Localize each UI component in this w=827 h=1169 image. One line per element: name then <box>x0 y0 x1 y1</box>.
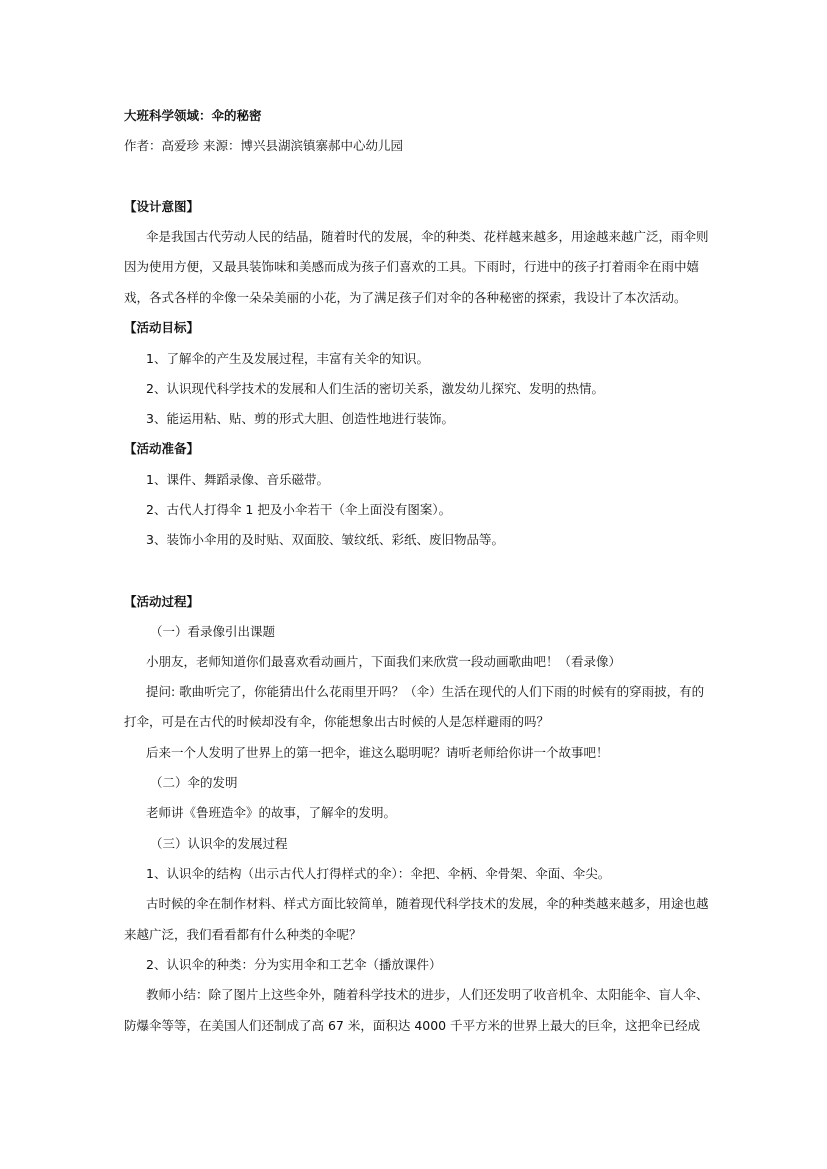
paragraph-line: 伞是我国古代劳动人民的结晶，随着时代的发展，伞的种类、花样越来越多，用途越来越广泛，雨伞则 <box>146 229 709 244</box>
document-title: 大班科学领域：伞的秘密 <box>124 108 262 123</box>
sub-heading: （一）看录像引出课题 <box>150 624 276 639</box>
section-heading-design: 【设计意图】 <box>124 199 200 214</box>
paragraph-line: 打伞，可是在古代的时候却没有伞，你能想象出古时候的人是怎样避雨的吗？ <box>124 714 550 729</box>
section-heading-prep: 【活动准备】 <box>124 441 200 456</box>
paragraph-line: 戏，各式各样的伞像一朵朵美丽的小花，为了满足孩子们对伞的各种秘密的探索，我设计了本次活动。 <box>124 290 687 305</box>
list-item: 2、认识伞的种类：分为实用伞和工艺伞（播放课件） <box>146 957 442 972</box>
author-line: 作者：高爱珍 来源：博兴县湖滨镇寨郝中心幼儿园 <box>124 138 403 153</box>
paragraph-line: 提问: 歌曲听完了，你能猜出什么花雨里开吗？（伞）生活在现代的人们下雨的时候有的穿雨披，有的 <box>146 684 705 699</box>
paragraph-line: 来越广泛，我们看看都有什么种类的伞呢？ <box>124 927 362 942</box>
list-item: 3、能运用粘、贴、剪的形式大胆、创造性地进行装饰。 <box>146 411 454 426</box>
paragraph-line: 防爆伞等等，在美国人们还制成了高 67 米，面积达 4000 千平方米的世界上最大的巨伞，这把伞已经成 <box>124 1018 701 1033</box>
sub-heading: （三）认识伞的发展过程 <box>150 836 288 851</box>
sub-heading: （二）伞的发明 <box>150 775 238 790</box>
list-item: 1、课件、舞蹈录像、音乐磁带。 <box>146 472 329 487</box>
paragraph-line: 因为使用方便，又最具装饰味和美感而成为孩子们喜欢的工具。下雨时，行进中的孩子打着雨伞在雨中嬉 <box>124 259 700 274</box>
paragraph-line: 后来一个人发明了世界上的第一把伞，谁这么聪明呢？请听老师给你讲一个故事吧！ <box>146 745 609 760</box>
list-item: 1、认识伞的结构（出示古代人打得样式的伞）：伞把、伞柄、伞骨架、伞面、伞尖。 <box>146 866 611 881</box>
paragraph-line: 教师小结：除了图片上这些伞外，随着科学技术的进步，人们还发明了收音机伞、太阳能伞、盲人伞、 <box>146 987 709 1002</box>
section-heading-goals: 【活动目标】 <box>124 320 200 335</box>
section-heading-process: 【活动过程】 <box>124 594 200 609</box>
list-item: 2、认识现代科学技术的发展和人们生活的密切关系，激发幼儿探究、发明的热情。 <box>146 381 604 396</box>
paragraph-line: 古时候的伞在制作材料、样式方面比较简单，随着现代科学技术的发展，伞的种类越来越多，用途也越 <box>146 896 709 911</box>
paragraph-line: 老师讲《鲁班造伞》的故事，了解伞的发明。 <box>146 805 397 820</box>
list-item: 2、古代人打得伞 1 把及小伞若干（伞上面没有图案）。 <box>146 502 452 517</box>
list-item: 1、了解伞的产生及发展过程，丰富有关伞的知识。 <box>146 351 429 366</box>
paragraph-line: 小朋友，老师知道你们最喜欢看动画片，下面我们来欣赏一段动画歌曲吧！（看录像） <box>146 654 622 669</box>
list-item: 3、装饰小伞用的及时贴、双面胶、皱纹纸、彩纸、废旧物品等。 <box>146 532 504 547</box>
